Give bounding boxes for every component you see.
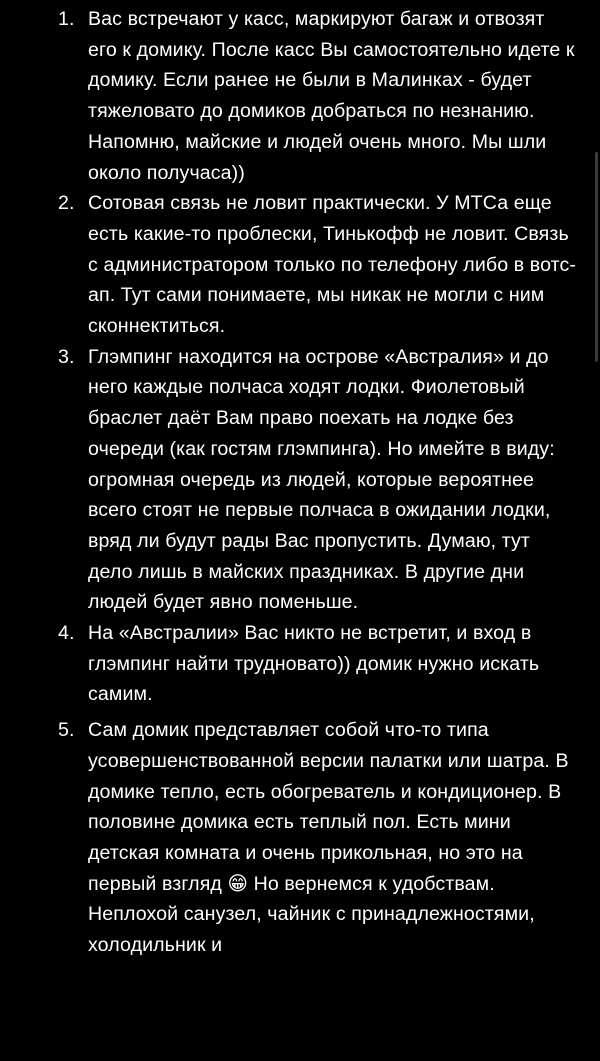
- list-item[interactable]: [0, 618, 600, 710]
- item-text[interactable]: Сам домик представляет собой что-то типа усовершенствованной версии палатки или шатра. В домике тепло, есть обогреватель и кондиционер. В половине домика есть теплый пол. Есть мини детская комната и очень прикольная, но это на первый взгляд 😁 Но вернемся к удобствам. Неплохой санузел, чайник с принадлежностями, холодильник и: [88, 719, 569, 957]
- note-list: [0, 4, 600, 961]
- item-number: 5.: [58, 719, 75, 742]
- item-text[interactable]: Вас встречают у касс, маркируют багаж и отвозят его к домику. После касс Вы самостоятельно идете к домику. Если ранее не были в Малинках - будет тяжеловато до домиков добраться по незнанию. Напомню, майские и людей очень много. Мы шли около получаса)): [88, 8, 575, 184]
- item-text[interactable]: Сотовая связь не ловит практически. У МТСа еще есть какие-то проблески, Тинькофф не ловит. Связь с администратором только по телефону либо в вотс-ап. Тут сами понимаете, мы никак не могли с ним сконнектиться.: [88, 192, 577, 338]
- item-text[interactable]: На «Австралии» Вас никто не встретит, и вход в глэмпинг найти трудновато)) домик нужно искать самим.: [88, 622, 540, 706]
- item-number: 4.: [58, 622, 75, 645]
- scrollbar-thumb[interactable]: [595, 152, 598, 362]
- item-number: 1.: [58, 8, 75, 30]
- item-number: 2.: [58, 192, 75, 215]
- list-item[interactable]: [0, 342, 600, 618]
- item-text[interactable]: Глэмпинг находится на острове «Австралия» и до него каждые полчаса ходят лодки. Фиолетовый браслет даёт Вам право поехать на лодке без очереди (как гостям глэмпинга). Но имейте в виду: огромная очередь из людей, которые вероятнее всего стоят не первые полчаса в ожидании лодки, вряд ли будут рады Вас пропустить. Думаю, тут дело лишь в майских праздниках. В другие дни людей будет явно поменьше.: [88, 345, 555, 614]
- item-number: 3.: [58, 345, 75, 368]
- list-item[interactable]: [0, 715, 600, 961]
- list-item[interactable]: [0, 188, 600, 342]
- list-item[interactable]: [0, 4, 600, 188]
